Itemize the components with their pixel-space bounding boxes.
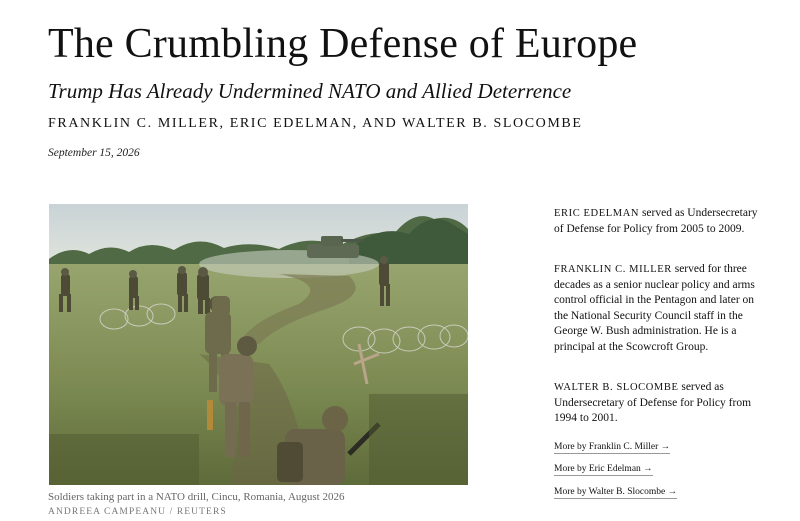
lead-photo — [49, 204, 468, 485]
more-by-miller-link[interactable]: More by Franklin C. Miller → — [554, 442, 671, 452]
author-bio-name: ERIC EDELMAN — [554, 208, 640, 219]
author-bio-text: served as Undersecretary of Defense for Policy from 2005 to 2009. — [554, 207, 758, 235]
more-by-slocombe-link[interactable]: More by Walter B. Slocombe → — [554, 487, 678, 497]
more-by-edelman-link[interactable]: More by Eric Edelman → — [554, 464, 653, 474]
article-title: The Crumbling Defense of Europe — [48, 21, 638, 67]
author-bio-text: served as Undersecretary of Defense for Policy from 1994 to 2001. — [554, 381, 752, 424]
author-bio-name: FRANKLIN C. MILLER — [554, 264, 672, 275]
photo-credit: ANDREEA CAMPEANU / REUTERS — [48, 507, 227, 517]
article-subtitle: Trump Has Already Undermined NATO and Allied Deterrence — [48, 79, 572, 103]
author-bio-slocombe — [554, 380, 769, 427]
author-bio-name: WALTER B. SLOCOMBE — [554, 382, 679, 393]
author-bio-miller — [554, 262, 769, 355]
article-date: September 15, 2026 — [48, 147, 140, 159]
article-authors: FRANKLIN C. MILLER, ERIC EDELMAN, AND WALTER B. SLOCOMBE — [48, 116, 583, 131]
author-bio-text: served for three decades as a senior nuclear policy and arms control official in the Pentagon and later on the National Security Council staff in the George W. Bush administration. He is a principal at the Scowcroft Group. — [554, 263, 755, 353]
author-bio-edelman — [554, 206, 769, 237]
photo-caption: Soldiers taking part in a NATO drill, Cincu, Romania, August 2026 — [48, 491, 345, 503]
